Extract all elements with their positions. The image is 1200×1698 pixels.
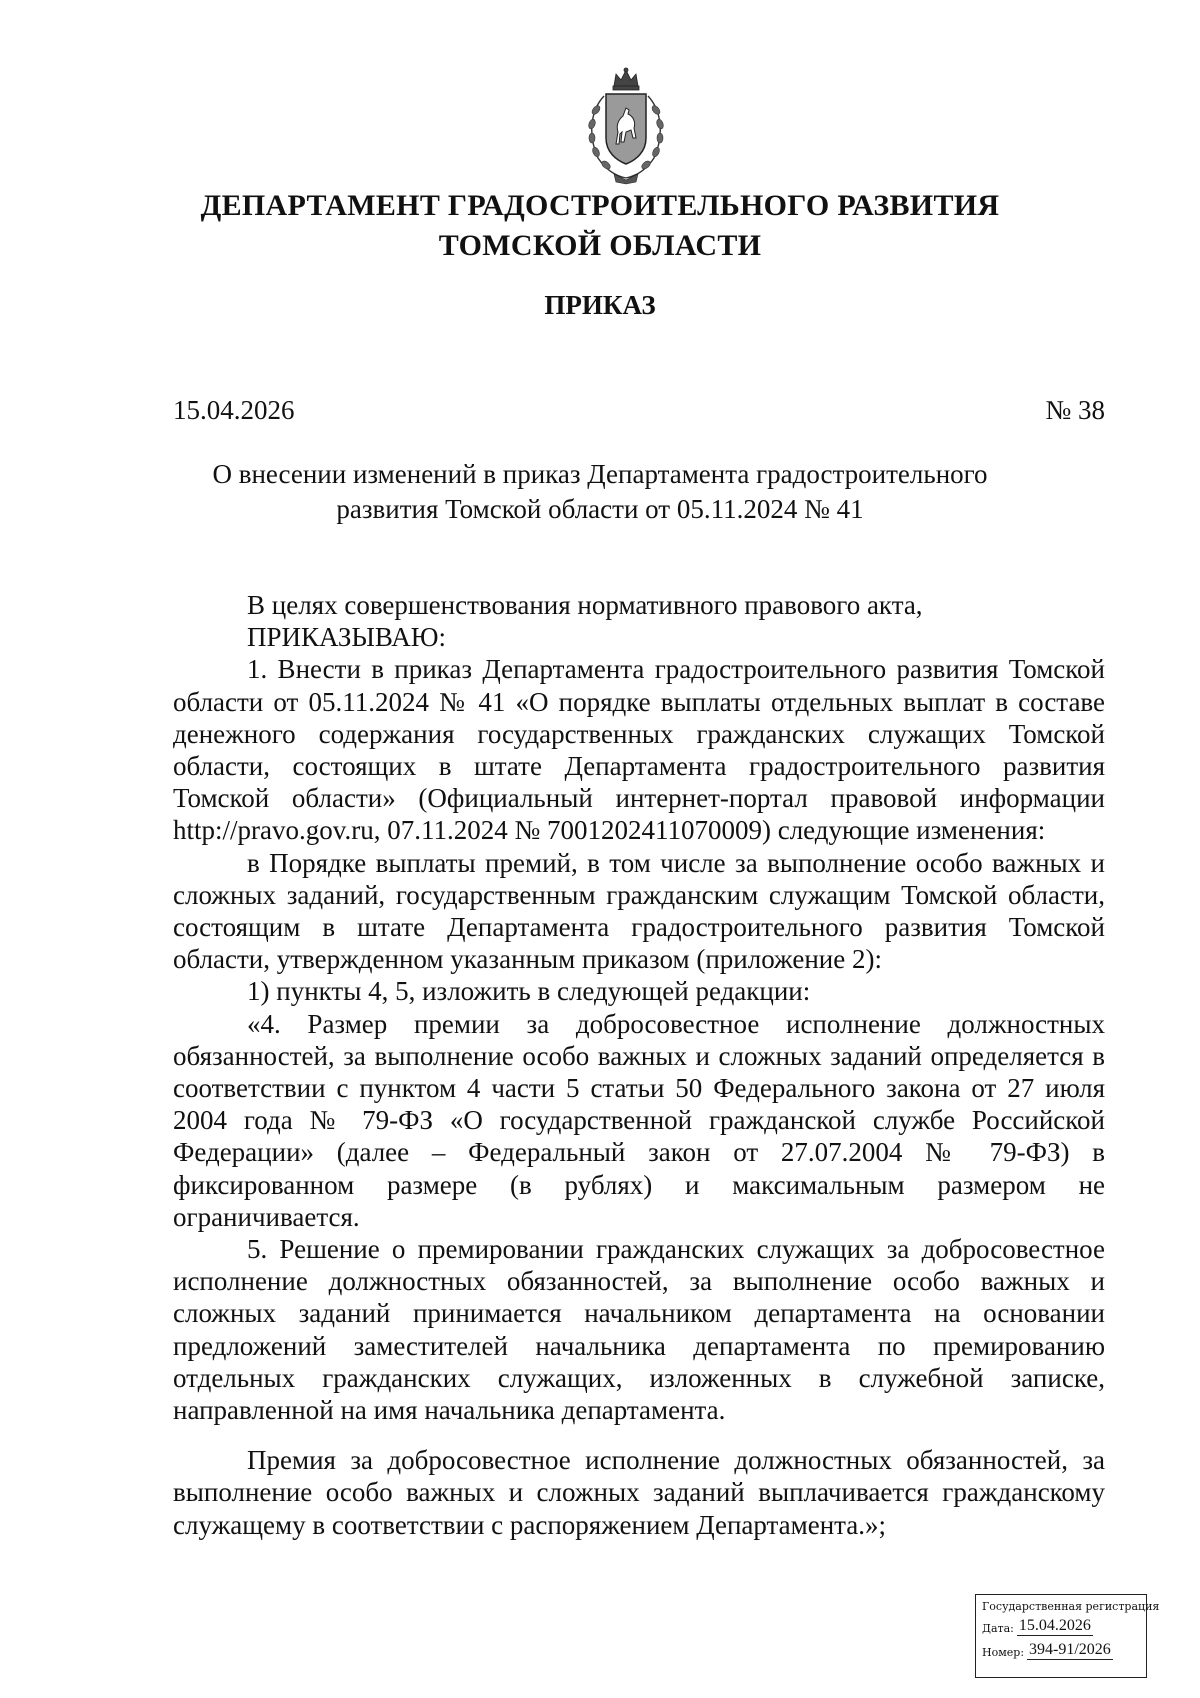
document-body bbox=[173, 589, 1105, 1541]
document-date: 15.04.2026 bbox=[173, 395, 295, 425]
tomsk-region-coat-of-arms-icon bbox=[576, 66, 676, 186]
paragraph-item-1: 1. Внести в приказ Департамента градостроительного развития Томской области от 05.11.2024 № 41 «О порядке выплаты отдельных выплат в составе денежного содержания государственных гражданских служащих Томской области, состоящих в штате Департамента градостроительного развития Томской области» (Официальный интернет-портал правовой информации http://pravo.gov.ru, 07.11.2024 № 7001202411070009) следующие изменения: bbox=[173, 654, 1105, 846]
document-subject bbox=[0, 457, 1200, 527]
department-title bbox=[0, 186, 1200, 266]
paragraph-procedure: в Порядке выплаты премий, в том числе за выполнение особо важных и сложных заданий, государственным гражданским служащим Томской области, состоящим в штате Департамента градостроительного развития Томской области, утвержденном указанным приказом (приложение 2): bbox=[173, 847, 1105, 975]
registration-stamp bbox=[975, 1594, 1160, 1678]
paragraph-subitem-1: 1) пункты 4, 5, изложить в следующей редакции: bbox=[247, 976, 811, 1007]
document-type-title: ПРИКАЗ bbox=[544, 290, 656, 320]
registration-date-value: 15.04.2026 bbox=[1018, 1617, 1091, 1634]
registration-number-value: 394-91/2026 bbox=[1029, 1641, 1111, 1658]
registration-date-label: Дата: bbox=[982, 1622, 1014, 1635]
subject-line1: О внесении изменений в приказ Департамента градостроительного bbox=[212, 459, 988, 489]
paragraph-order-word: ПРИКАЗЫВАЮ: bbox=[247, 622, 446, 653]
paragraph-clause-4: «4. Размер премии за добросовестное исполнение должностных обязанностей, за выполнение особо важных и сложных заданий определяется в соответствии с пунктом 4 части 5 статьи 50 Федерального закона от 27 июля 2004 года № 79-ФЗ «О государственной гражданской службе Российской Федерации» (далее – Федеральный закон от 27.07.2004 № 79-ФЗ) в фиксированном размере (в рублях) и максимальным размером не ограничивается. bbox=[173, 1008, 1105, 1232]
department-title-line2: ТОМСКОЙ ОБЛАСТИ bbox=[438, 229, 762, 262]
department-title-line1: ДЕПАРТАМЕНТ ГРАДОСТРОИТЕЛЬНОГО РАЗВИТИЯ bbox=[200, 189, 1000, 222]
document-number: № 38 bbox=[1045, 395, 1105, 425]
subject-line2: развития Томской области от 05.11.2024 № 41 bbox=[336, 494, 864, 524]
paragraph-clause-5: 5. Решение о премировании гражданских служащих за добросовестное исполнение должностных обязанностей, за выполнение особо важных и сложных заданий принимается начальником департамента на основании предложений заместителей начальника департамента по премированию отдельных гражданских служащих, изложенных в служебной записке, направленной на имя начальника департамента. bbox=[173, 1234, 1105, 1426]
registration-number-label: Номер: bbox=[982, 1646, 1025, 1659]
registration-heading: Государственная регистрация bbox=[982, 1600, 1160, 1613]
paragraph-bonus-payment: Премия за добросовестное исполнение должностных обязанностей, за выполнение особо важных и сложных заданий выплачивается гражданскому служащему в соответствии с распоряжением Департамента.»; bbox=[173, 1445, 1105, 1540]
paragraph-preamble: В целях совершенствования нормативного правового акта, bbox=[247, 590, 923, 620]
